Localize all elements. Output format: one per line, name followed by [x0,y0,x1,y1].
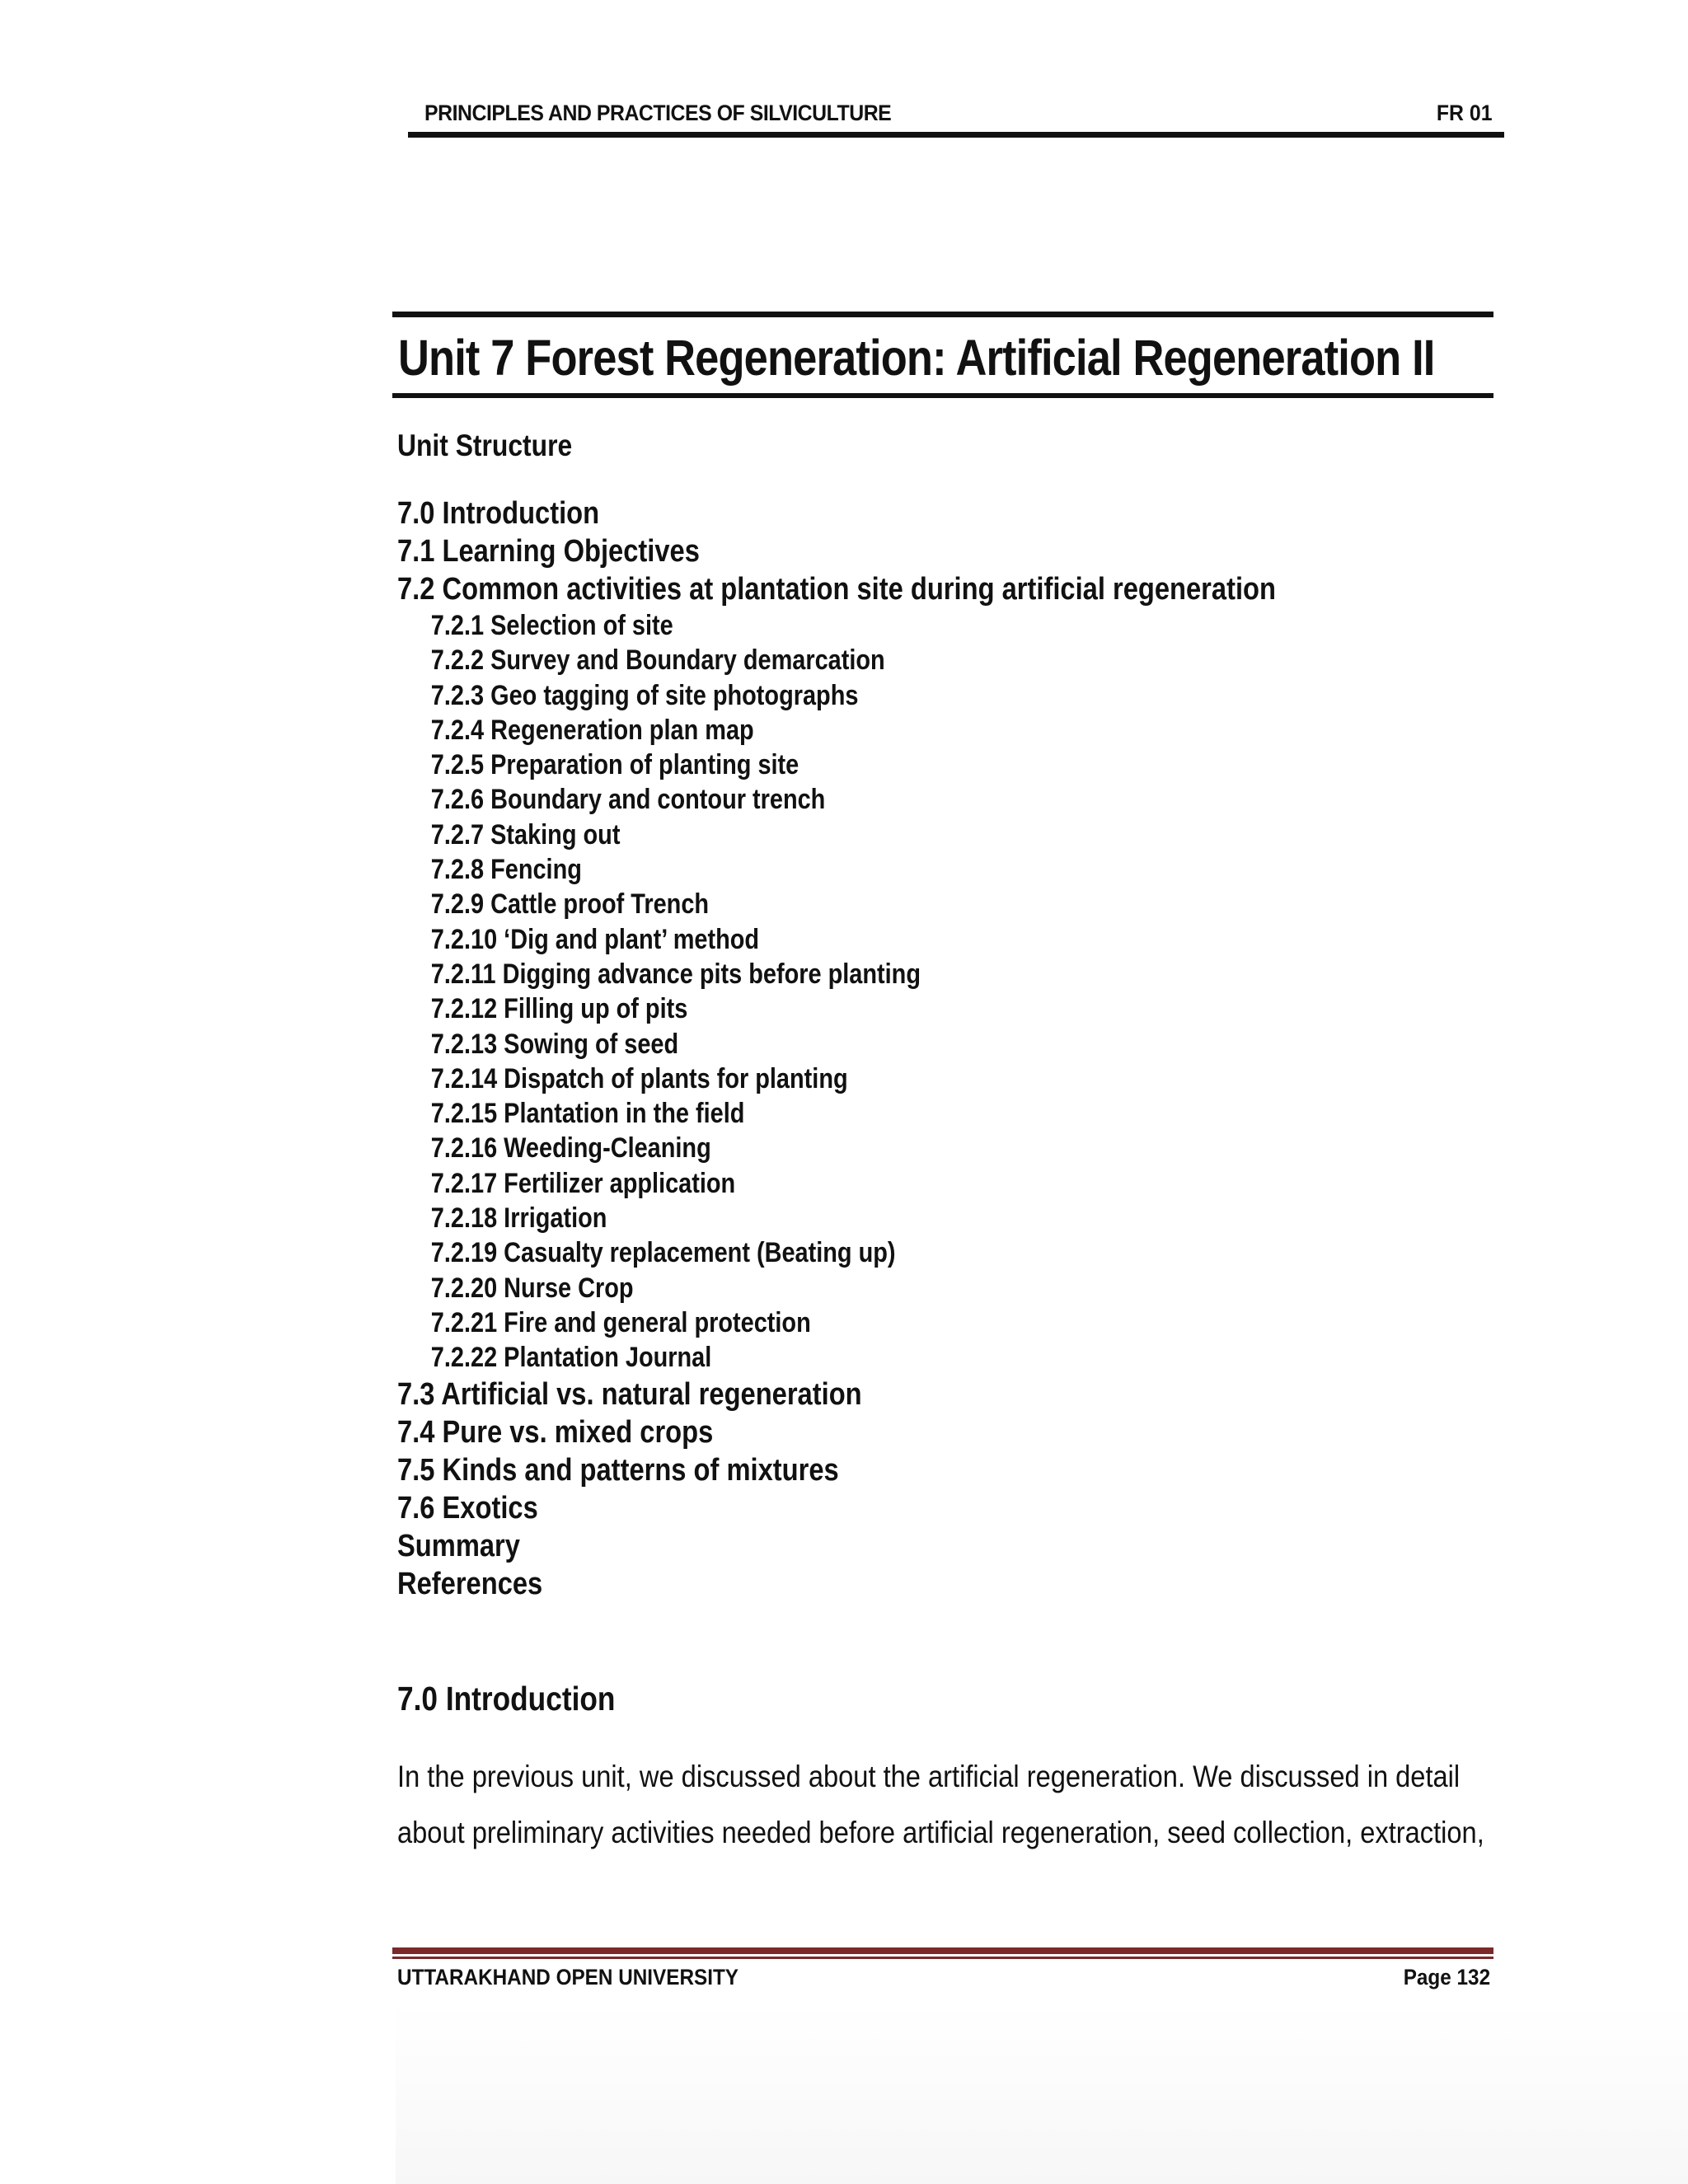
toc-subsection-entry: 7.2.11 Digging advance pits before planting [430,958,921,990]
course-code: FR 01 [1437,101,1493,125]
unit-structure-heading: Unit Structure [397,429,573,462]
toc-subsection-entry: 7.2.19 Casualty replacement (Beating up) [430,1237,896,1269]
paragraph-line: In the previous unit, we discussed about the artificial regeneration. We discussed in detail [397,1760,1461,1793]
introduction-paragraph [397,1754,1493,1866]
page-shadow [396,2003,1688,2184]
toc-section-entry: 7.2 Common activities at plantation site during artificial regeneration [397,572,1276,607]
toc-subsection-entry: 7.2.21 Fire and general protection [430,1306,811,1338]
toc-subsection-entry: 7.2.16 Weeding-Cleaning [430,1132,711,1165]
toc-subsection-entry: 7.2.5 Preparation of planting site [430,749,799,781]
unit-title-block [392,312,1493,398]
footer-rule-thick [392,1947,1493,1954]
toc-subsection-entry: 7.2.6 Boundary and contour trench [430,784,826,816]
toc-subsection-entry: 7.2.4 Regeneration plan map [430,714,754,746]
paragraph-line: about preliminary activities needed before artificial regeneration, seed collection, extraction, [397,1816,1484,1849]
footer-rule-thin [392,1957,1493,1959]
toc-subsection-entry: 7.2.20 Nurse Crop [430,1272,634,1304]
toc-section-entry: 7.6 Exotics [397,1490,538,1526]
toc-subsection-entry: 7.2.17 Fertilizer application [430,1167,736,1199]
toc-subsection-entry: 7.2.3 Geo tagging of site photographs [430,679,859,711]
toc-section-entry: 7.3 Artificial vs. natural regeneration [397,1376,862,1412]
footer-institution: UTTARAKHAND OPEN UNIVERSITY [397,1965,739,1990]
course-title: PRINCIPLES AND PRACTICES OF SILVICULTURE [424,101,892,125]
toc-subsection-entry: 7.2.15 Plantation in the field [430,1098,745,1130]
toc-subsection-entry: 7.2.18 Irrigation [430,1202,607,1235]
toc-subsection-entry: 7.2.8 Fencing [430,854,582,886]
section-heading-introduction: 7.0 Introduction [397,1680,616,1718]
toc-section-entry: Summary [397,1528,520,1563]
toc-section-entry: 7.0 Introduction [397,496,600,531]
toc-section-entry: 7.1 Learning Objectives [397,534,700,569]
toc-subsection-entry: 7.2.12 Filling up of pits [430,993,688,1025]
unit-title: Unit 7 Forest Regeneration: Artificial Regeneration II [398,330,1435,386]
toc-section-entry: 7.4 Pure vs. mixed crops [397,1414,714,1450]
toc-subsection-entry: 7.2.7 Staking out [430,818,621,851]
toc-subsection-entry: 7.2.10 ‘Dig and plant’ method [430,923,760,955]
toc-subsection-entry: 7.2.22 Plantation Journal [430,1342,712,1374]
running-header [408,97,1504,138]
toc-subsection-entry: 7.2.2 Survey and Boundary demarcation [430,644,885,677]
toc-section-entry: 7.5 Kinds and patterns of mixtures [397,1452,839,1488]
toc-subsection-entry: 7.2.14 Dispatch of plants for planting [430,1062,848,1094]
page-number: Page 132 [1403,1965,1490,1990]
toc-section-entry: References [397,1566,543,1601]
toc-subsection-entry: 7.2.1 Selection of site [430,610,673,641]
toc-subsection-entry: 7.2.9 Cattle proof Trench [430,888,710,921]
toc-subsection-entry: 7.2.13 Sowing of seed [430,1028,679,1060]
footer-rule [392,1947,1493,1959]
table-of-contents [397,494,1551,1603]
